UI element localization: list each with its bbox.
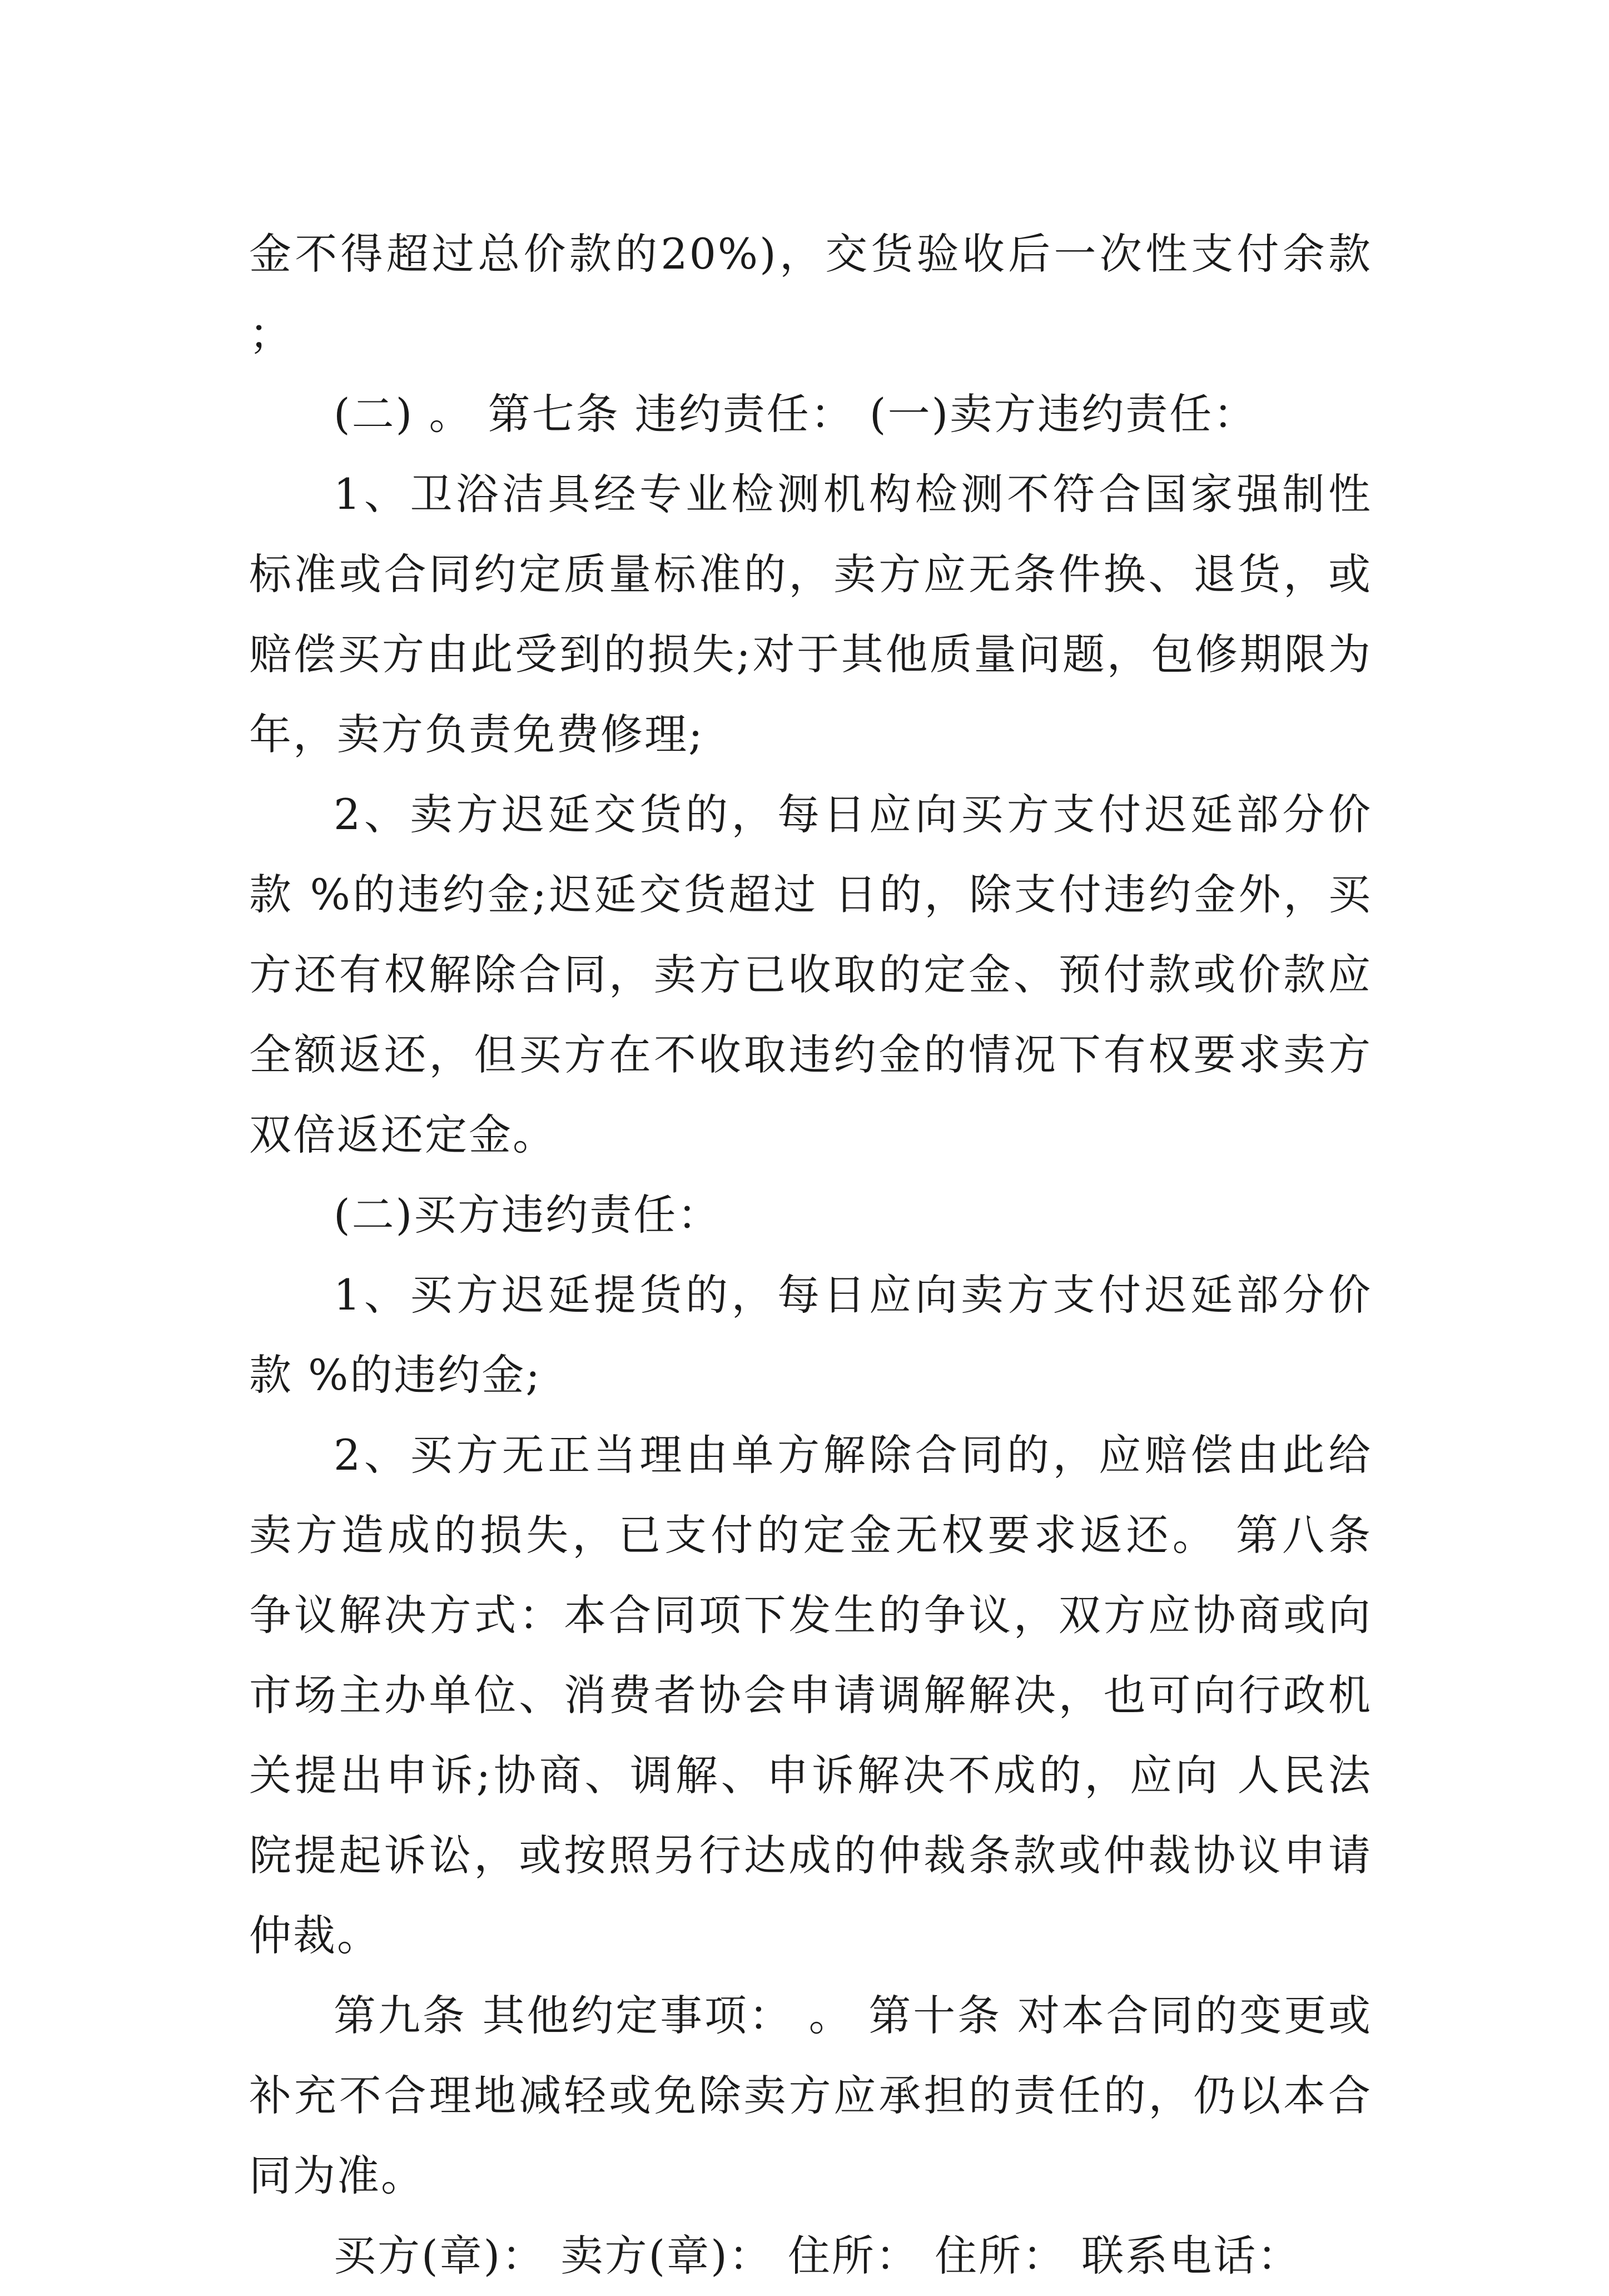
paragraph-buyer-clause-2-and-article-8: 2、买方无正当理由单方解除合同的，应赔偿由此给卖方造成的损失，已支付的定金无权要求返还。 第八条 争议解决方式：本合同项下发生的争议，双方应协商或向市场主办单位、消费者协会申请调解解决，也可向行政机关提出申诉;协商、调解、申诉解决不成的，应向 人民法院提起诉讼，或按照另行达成的仲裁条款或仲裁协议申请仲裁。 [249, 1430, 1372, 1960]
paragraph-seller-clause-1: 1、卫浴洁具经专业检测机构检测不符合国家强制性标准或合同约定质量标准的，卖方应无条件换、退货，或赔偿买方由此受到的损失;对于其他质量问题，包修期限为 年，卖方负责免费修理; [249, 469, 1372, 759]
paragraph-seller-clause-2: 2、卖方迟延交货的，每日应向买方支付迟延部分价款 %的违约金;迟延交货超过 日的，除支付违约金外，买方还有权解除合同，卖方已收取的定金、预付款或价款应全额返还，但买方在不收取违约金的情况下有权要求卖方双倍返还定金。 [249, 790, 1372, 1159]
paragraph-buyer-clause-1: 1、买方迟延提货的，每日应向卖方支付迟延部分价款 %的违约金; [249, 1270, 1372, 1400]
document-body [249, 214, 1372, 2296]
paragraph-signature-block: 买方(章)： 卖方(章)： 住所： 住所： 联系电话： [334, 2231, 1302, 2280]
paragraph-buyer-liability-heading: (二)买方违约责任： [334, 1190, 722, 1239]
paragraph-payment-balance: 金不得超过总价款的20%)，交货验收后一次性支付余款； [249, 229, 1372, 359]
paragraph-article-7-heading: (二) 。 第七条 违约责任： (一)卖方违约责任： [334, 389, 1258, 439]
paragraph-article-9-10: 第九条 其他约定事项： 。 第十条 对本合同的变更或补充不合理地减轻或免除卖方应承担的责任的，仍以本合同为准。 [249, 1991, 1372, 2200]
